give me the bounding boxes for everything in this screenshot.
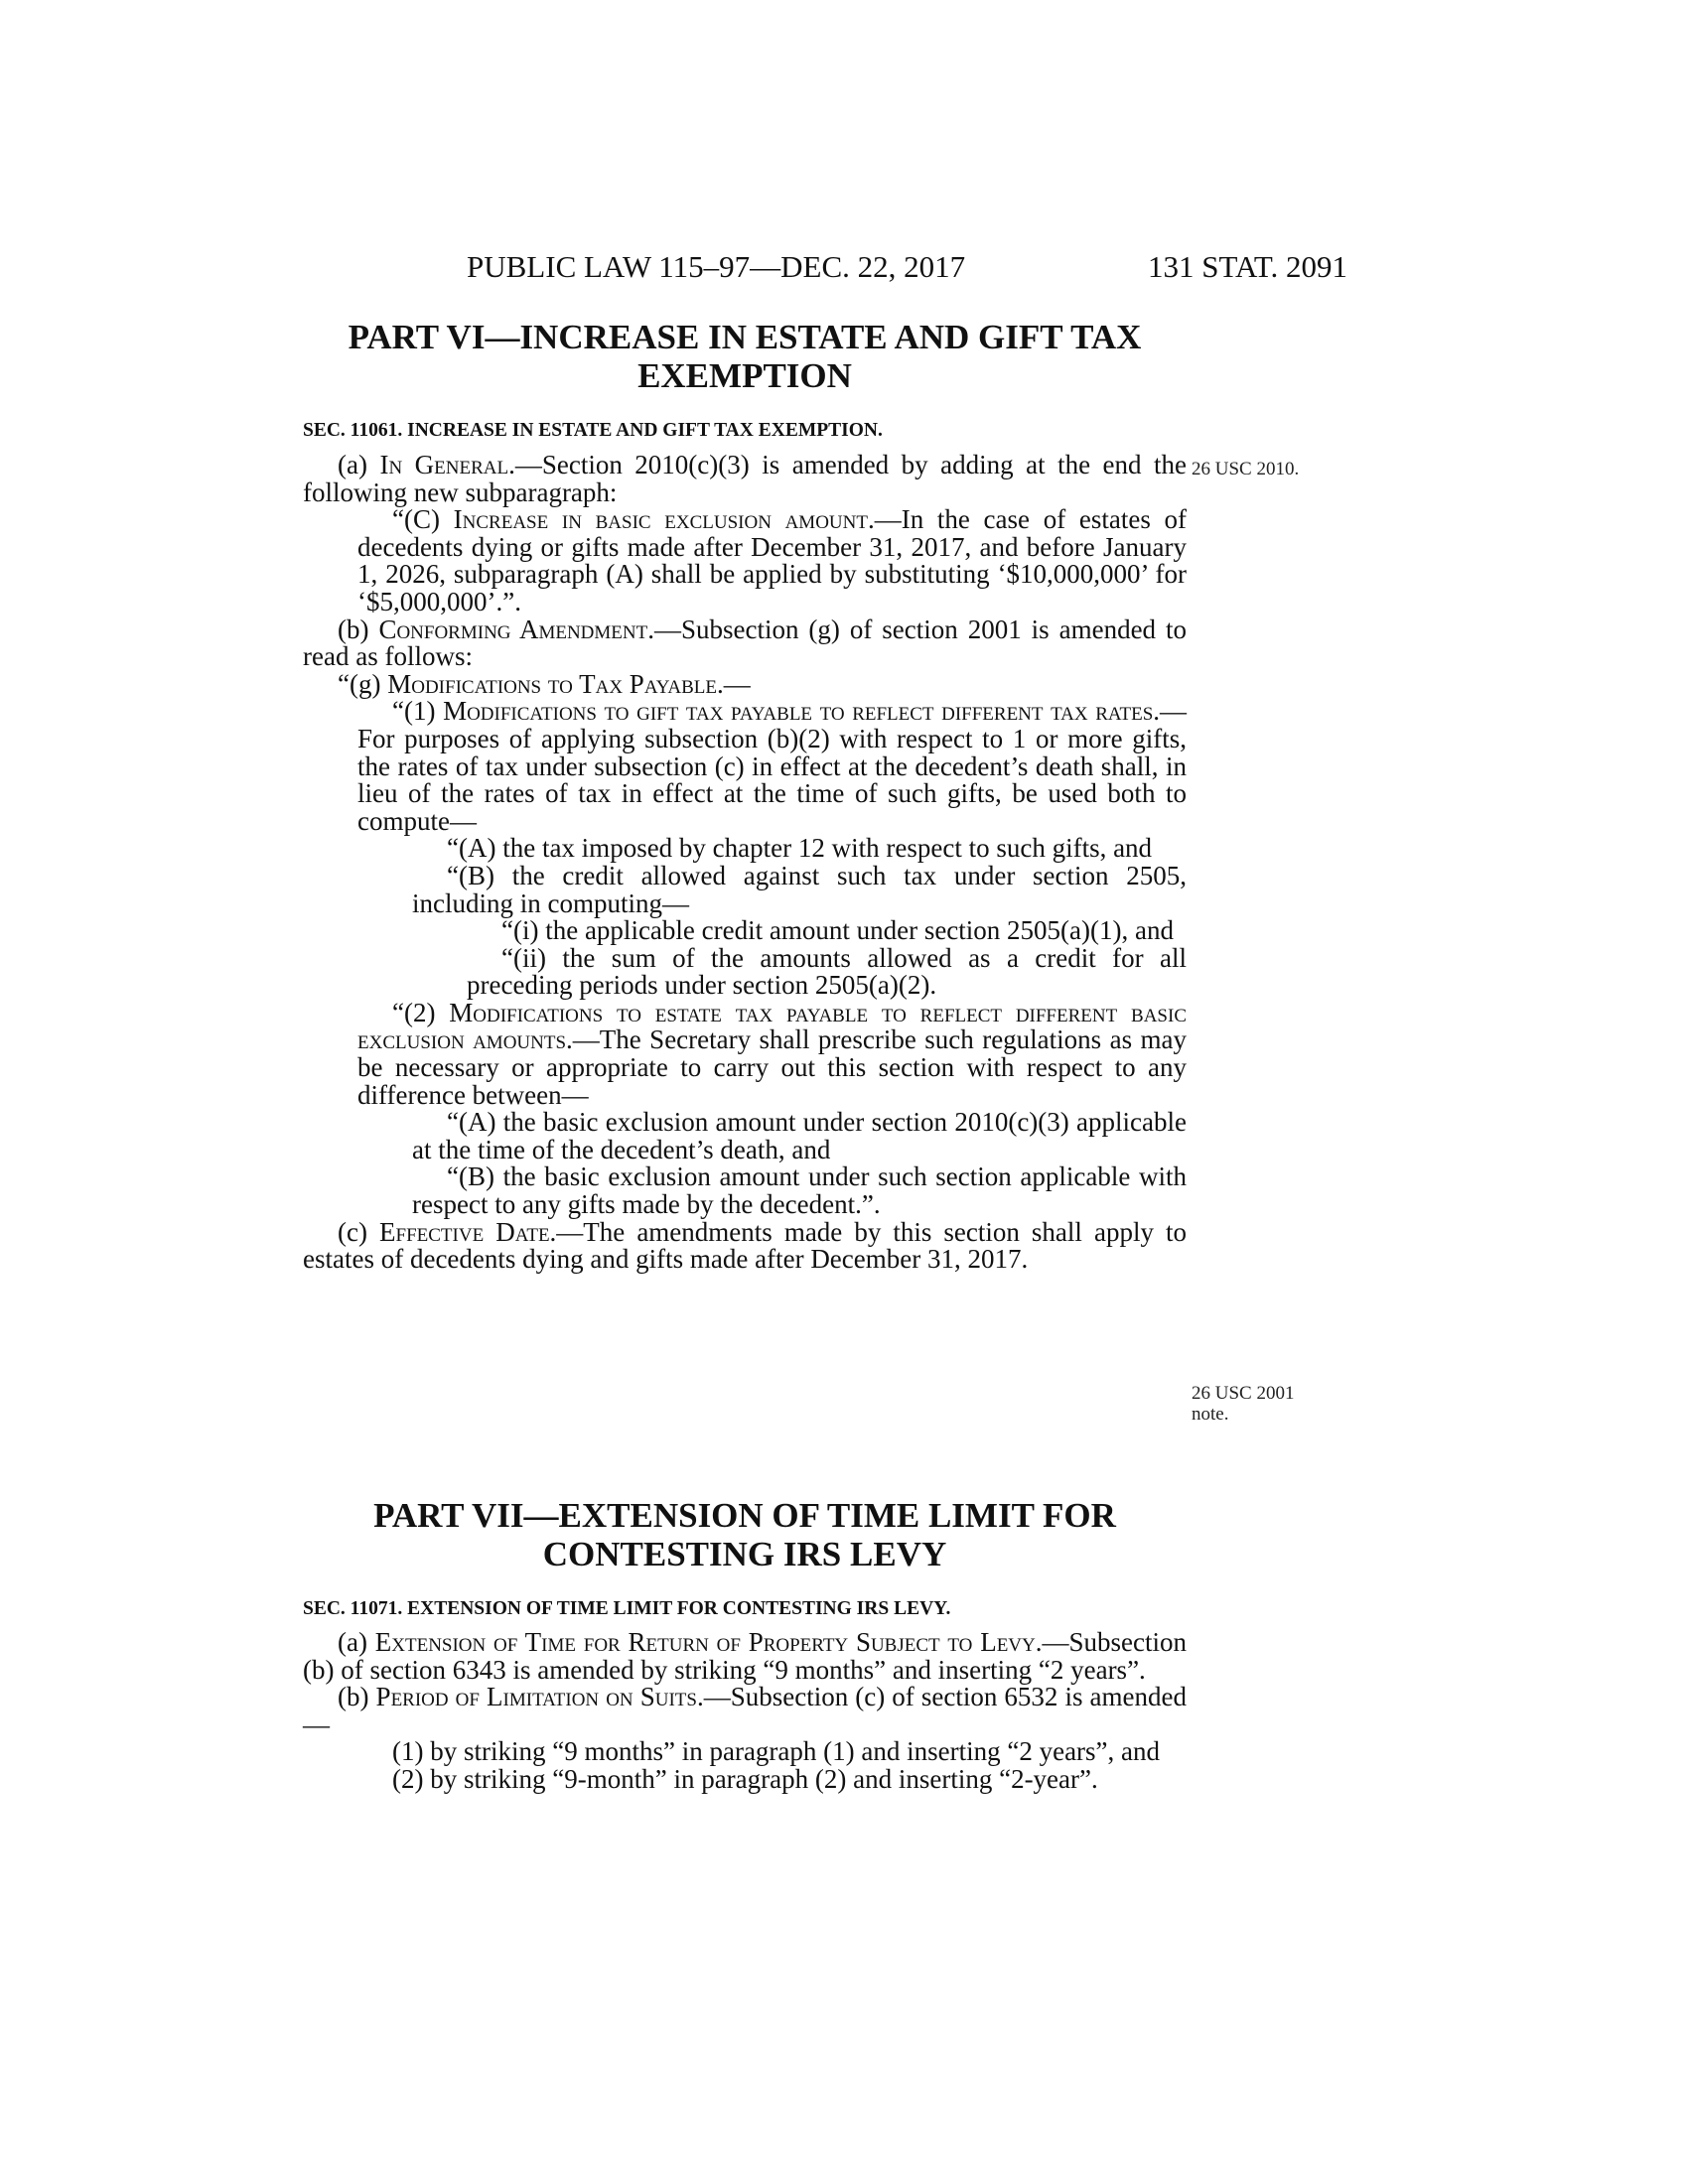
paragraph-designator: (a) [338,1627,375,1657]
paragraph [303,1216,1187,1275]
paragraph [412,1163,1187,1218]
paragraph [467,942,1187,1001]
margin-note-26-usc-2010: 26 USC 2010. [1192,459,1300,479]
paragraph-designator: (b) [338,614,379,644]
paragraph-caption: Increase in basic exclusion amount [453,504,868,535]
paragraph-designator: “(C) [392,504,454,535]
margin-note-26-usc-2001-line2: note. [1192,1404,1229,1425]
paragraph [357,1763,1187,1794]
part-vi-heading-line2: EXEMPTION [637,356,852,395]
paragraph-caption: In General [379,450,509,479]
paragraph [303,616,1187,671]
paragraph-text: .—Subsection (c) of section 6532 is amended— [303,1682,1187,1739]
paragraph-designator: (c) [338,1216,380,1247]
paragraph-caption: Effective Date [379,1216,550,1247]
paragraph-text: .—The Secretary shall prescribe such regulations as may be necessary or appropriate to carry out this section with respect to any difference between— [357,1024,1187,1110]
paragraph [303,668,1187,699]
paragraph-caption: Extension of Time for Return of Property Subject to Levy [374,1627,1036,1657]
paragraph-text: .—Subsection (b) of section 6343 is amended by striking “9 months” and inserting “2 years”. [303,1627,1187,1685]
part-vi-heading [298,318,1192,395]
paragraph-caption: Period of Limitation on Suits [375,1682,697,1712]
paragraph [303,1684,1187,1738]
paragraph-text: .—For purposes of applying subsection (b)(2) with respect to 1 or more gifts, the rates of tax under subsection (c) in effect at the decedent’s death shall, in lieu of the rates of tax in effect at the time of such gifts, be used both to compute— [357,696,1188,836]
margin-note-26-usc-2001-line1: 26 USC 2001 [1192,1383,1295,1404]
paragraph-text: “(A) the tax imposed by chapter 12 with respect to such gifts, and [447,833,1153,864]
paragraph [357,506,1187,615]
paragraph-text: .— [717,668,751,699]
running-header-left: PUBLIC LAW 115–97—DEC. 22, 2017 [467,249,966,284]
paragraph-text: (2) by striking “9-month” in paragraph (2) and inserting “2-year”. [392,1763,1098,1794]
part-vii-heading-line1: PART VII—EXTENSION OF TIME LIMIT FOR [373,1496,1116,1535]
paragraph [357,698,1187,835]
paragraph [357,1738,1187,1766]
paragraph [412,860,1187,918]
section-11071-body [303,1629,1187,1794]
paragraph-caption: Modifications to Tax Payable [387,668,718,699]
part-vii-heading-line2: CONTESTING IRS LEVY [542,1535,947,1573]
paragraph [467,917,1187,945]
paragraph-caption: Modifications to estate tax payable to reflect different basic exclusion amounts [357,997,1187,1055]
paragraph-designator: “(2) [392,997,450,1027]
paragraph-text: “(ii) the sum of the amounts allowed as a credit for all preceding periods under section 2505(a)(2). [467,942,1187,1001]
paragraph-designator: “(1) [392,696,444,727]
paragraph-designator: (a) [338,450,380,479]
part-vi-heading-line1: PART VI—INCREASE IN ESTATE AND GIFT TAX [348,318,1142,356]
section-11071-heading: SEC. 11071. EXTENSION OF TIME LIMIT FOR CONTESTING IRS LEVY. [303,1598,951,1619]
paragraph-designator: “(g) [338,668,388,699]
section-11061-heading: SEC. 11061. INCREASE IN ESTATE AND GIFT TAX EXEMPTION. [303,420,883,441]
paragraph-text: “(B) the credit allowed against such tax under section 2505, including in computing— [412,860,1187,918]
paragraph-text: “(A) the basic exclusion amount under section 2010(c)(3) applicable at the time of the decedent’s death, and [412,1107,1187,1164]
part-vii-heading [298,1496,1192,1573]
paragraph [303,452,1187,506]
section-11061-body [303,452,1187,1274]
paragraph [412,1109,1187,1163]
paragraph-text: .—The amendments made by this section shall apply to estates of decedents dying and gifts made after December 31, 2017. [303,1216,1187,1275]
paragraph-text: .—Section 2010(c)(3) is amended by adding at the end the following new subparagraph: [303,450,1188,507]
paragraph-text: .—In the case of estates of decedents dying or gifts made after December 31, 2017, and before January 1, 2026, subparagraph (A) shall be applied by substituting ‘$10,000,000’ for ‘$5,000,000’.”. [357,504,1187,616]
paragraph-text: “(B) the basic exclusion amount under such section applicable with respect to any gifts made by the decedent.”. [412,1161,1187,1220]
paragraph [357,997,1187,1110]
paragraph [303,1629,1187,1684]
margin-note-26-usc-2001 [1192,1383,1331,1425]
page-number-header: 131 STAT. 2091 [1148,249,1348,284]
paragraph-designator: (b) [338,1682,376,1712]
paragraph-caption: Conforming Amendment [378,614,648,644]
paragraph-text: “(i) the applicable credit amount under section 2505(a)(1), and [501,915,1174,946]
paragraph [412,835,1187,863]
paragraph-caption: Modifications to gift tax payable to reflect different tax rates [443,696,1154,727]
paragraph-text: .—Subsection (g) of section 2001 is amended to read as follows: [303,614,1187,672]
paragraph-text: (1) by striking “9 months” in paragraph (1) and inserting “2 years”, and [392,1736,1161,1767]
